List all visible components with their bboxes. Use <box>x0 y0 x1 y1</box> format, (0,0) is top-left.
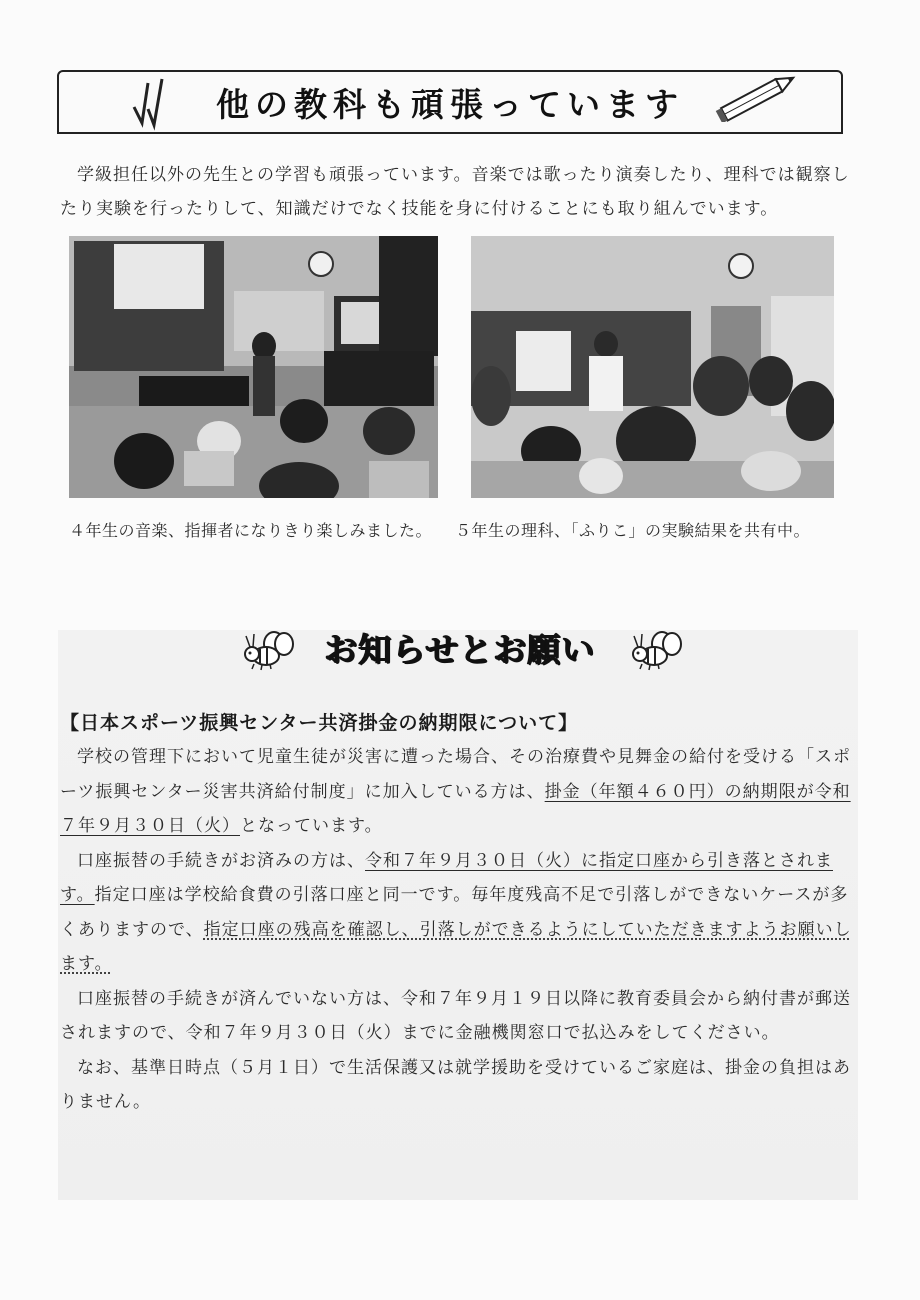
check-ticks-icon <box>128 75 168 131</box>
notice-heading: お知らせとお願い <box>324 629 596 669</box>
text-span: 学校の管理下において児童生徒が災害に遭った場合、その治療費や見舞金の給付を受ける「スポーツ振興センター災害共済給付制度」に加入している方は、 <box>60 747 851 802</box>
debit-date-underlined: 令和７年９月３０日（火）に指定口座から引き落とされます。 <box>60 850 833 905</box>
page-title: 他の教科も頑張っています <box>216 84 684 124</box>
science-photo-caption: ５年生の理科、「ふりこ」の実験結果を共有中。 <box>455 521 811 540</box>
balance-request-underlined: 指定口座の残高を確認し、引落しができるようにしていただきますようお願いします。 <box>60 919 852 974</box>
deadline-underlined: 掛金（年額４６０円）の納期限が令和７年９月３０日（火） <box>60 781 851 836</box>
science-class-photo <box>471 236 834 498</box>
music-class-photo <box>69 236 438 498</box>
section-title: 【日本スポーツ振興センター共済掛金の納期限について】 <box>60 712 579 734</box>
bee-icon <box>240 622 296 672</box>
notice-paragraph <box>60 844 860 982</box>
text-span: 口座振替の手続きがお済みの方は、 <box>77 850 365 871</box>
text-span: となっています。 <box>240 816 383 836</box>
intro-paragraph: 学級担任以外の先生との学習も頑張っています。音楽では歌ったり演奏したり、理科では観察したり実験を行ったりして、知識だけでなく技能を身に付けることにも取り組んでいます。 <box>60 165 850 219</box>
pencil-icon <box>712 72 802 122</box>
notice-paragraph: なお、基準日時点（５月１日）で生活保護又は就学援助を受けているご家庭は、掛金の負担はありません。 <box>60 1057 851 1112</box>
music-photo-caption: ４年生の音楽、指揮者になりきり楽しみました。 <box>69 521 433 540</box>
notice-paragraph <box>60 740 860 844</box>
text-span: 指定口座は学校給食費の引落口座と同一です。毎年度残高不足で引落しができないケースが多くありますので、 <box>60 885 849 940</box>
notice-paragraph: 口座振替の手続きが済んでいない方は、令和７年９月１９日以降に教育委員会から納付書が郵送されますので、令和７年９月３０日（火）までに金融機関窓口で払込みをしてください。 <box>60 988 851 1043</box>
notice-body <box>60 740 860 1120</box>
bee-icon <box>628 622 684 672</box>
